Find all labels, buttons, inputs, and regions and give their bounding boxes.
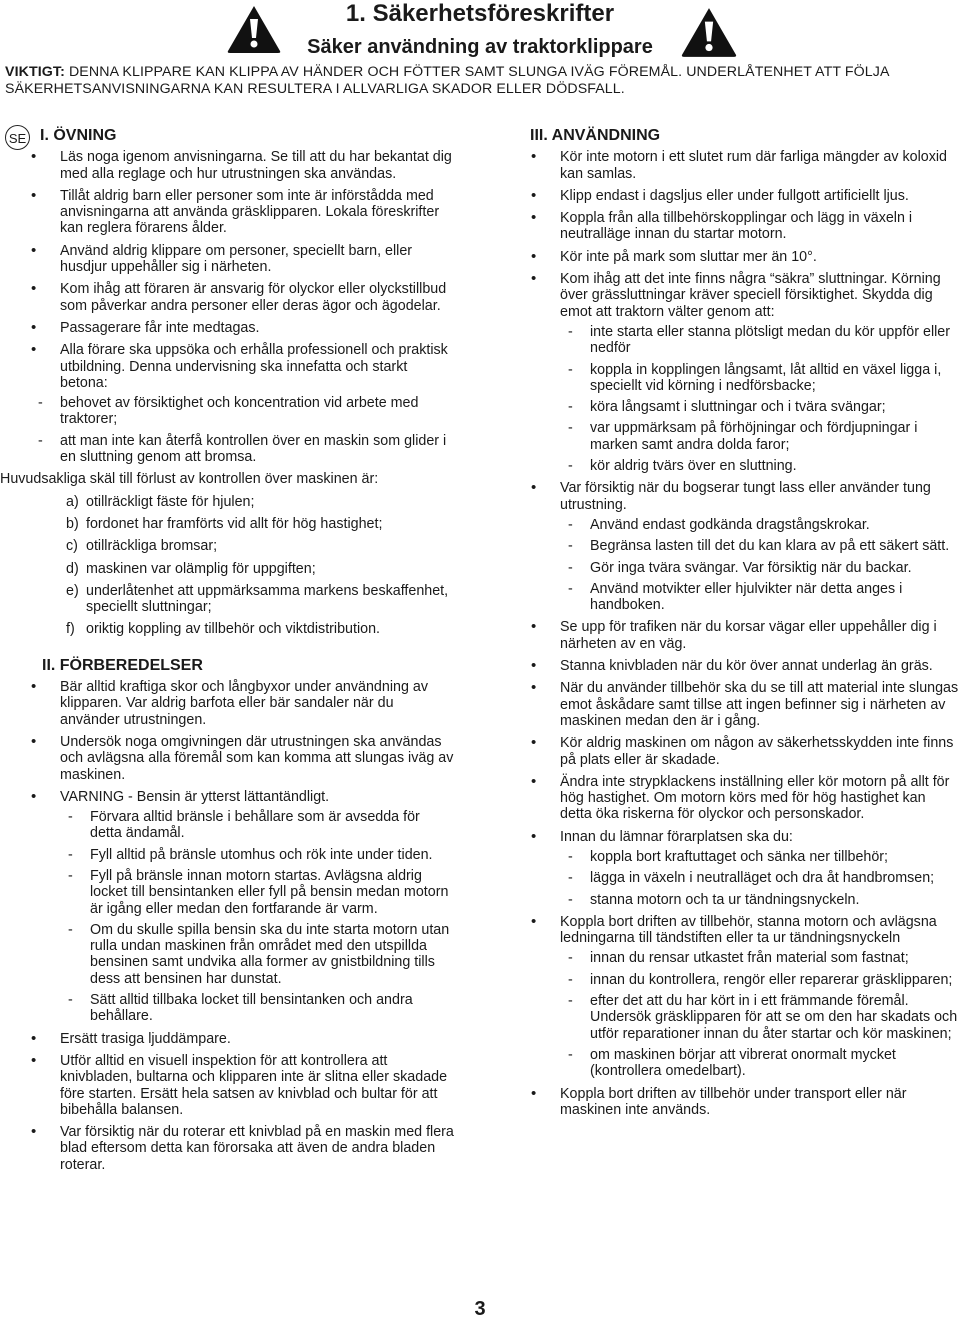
item-text: oriktig koppling av tillbehör och viktdistribution.	[86, 621, 381, 638]
sub-list-item: - koppla in kopplingen långsamt, låt alltid en växel ligga i, speciellt vid körning i nedförsbacke;	[560, 362, 960, 395]
list-item	[30, 561, 455, 577]
item-label: e)	[66, 582, 79, 599]
list-item-text: Kom ihåg att det inte finns några “säkra” sluttningar. Körning över grässluttningar kräver speciell försiktighet. Skydda dig emot att traktorn välter genom att:	[560, 271, 941, 320]
item-text: underlåtenhet att uppmärksamma markens beskaffenhet, speciellt sluttningar;	[86, 582, 449, 616]
list-item: • Bär alltid kraftiga skor och långbyxor under användning av klipparen. Var aldrig barfota eller bär sandaler när du använder utrustningen.	[30, 679, 455, 728]
list-item: • Använd aldrig klippare om personer, speciellt barn, eller husdjur uppehåller sig i närheten.	[30, 243, 455, 276]
item-label: b)	[66, 515, 79, 532]
sub-list-item: - Förvara alltid bränsle i behållare som är avsedda för detta ändamål.	[60, 809, 455, 842]
sub-list	[560, 950, 960, 1079]
list-item: • Koppla bort driften av tillbehör under transport eller när maskinen inte används.	[530, 1086, 960, 1119]
page-number: 3	[474, 1298, 486, 1320]
list-item	[30, 583, 455, 616]
list-item: • Klipp endast i dagsljus eller under fullgott artificiellt ljus.	[530, 188, 960, 204]
list-item-text: VARNING - Bensin är ytterst lättantändligt.	[60, 788, 330, 805]
list-item: • Läs noga igenom anvisningarna. Se till att du har bekantat dig med alla reglage och hur utrustningen ska användas.	[30, 149, 455, 182]
sub-list	[560, 849, 960, 908]
list-item	[530, 829, 960, 908]
page-title: 1. Säkerhetsföreskrifter	[345, 0, 615, 27]
list-item: • Undersök noga omgivningen där utrustningen ska användas och avlägsna alla föremål som kan komma att slungas iväg av maskinen.	[30, 734, 455, 783]
sub-list-item: - var uppmärksam på förhöjningar och fördjupningar i marken samt andra dolda faror;	[560, 420, 960, 453]
list-item-text: Koppla bort driften av tillbehör, stanna motorn och avlägsna ledningarna till tändstiften eller ta ur tändningsnyckeln	[560, 913, 937, 947]
sub-list-item: - Om du skulle spilla bensin ska du inte starta motorn utan rulla undan maskinen från området med den utspillda bensinen samt undvika alla former av gnistbildning tills dess att bensinen har dunstat.	[60, 922, 455, 987]
language-badge: SE	[5, 125, 30, 150]
sub-list-item: - Begränsa lasten till det du kan klara av på ett säkert sätt.	[560, 538, 960, 554]
sub-list-item: - innan du kontrollera, rengör eller reparerar gräsklipparen;	[560, 972, 960, 988]
sub-list-item: - Använd motvikter eller hjulvikter när detta anges i handboken.	[560, 581, 960, 614]
list-item: • Ersätt trasiga ljuddämpare.	[30, 1031, 455, 1047]
list-item	[30, 538, 455, 554]
sub-list-item: - att man inte kan återfå kontrollen över en maskin som glider i en sluttning genom att bromsa.	[30, 433, 455, 466]
list-item	[30, 342, 455, 465]
item-label: c)	[66, 538, 78, 555]
list-item: • Kom ihåg att föraren är ansvarig för olyckor eller olyckstillbud som påverkar andra personer eller deras ägor och ägodelar.	[30, 281, 455, 314]
sub-list-item: - inte starta eller stanna plötsligt medan du kör uppför eller nedför	[560, 324, 960, 357]
sub-list-item: - Gör inga tvära svängar. Var försiktig när du backar.	[560, 560, 960, 576]
list-item	[30, 789, 455, 1025]
warning-statement	[5, 64, 960, 98]
item-label: f)	[66, 621, 75, 638]
sub-list-item: - Fyll alltid på bränsle utomhus och rök inte under tiden.	[60, 847, 455, 863]
list-item: • Var försiktig när du roterar ett knivblad på en maskin med flera blad eftersom detta kan förorsaka att även de andra bladen roterar.	[30, 1124, 455, 1173]
warning-label: VIKTIGT:	[5, 64, 65, 80]
sub-list-item: - köra långsamt i sluttningar och i tvära svängar;	[560, 399, 960, 415]
list-item	[30, 494, 455, 510]
list-item: • Koppla från alla tillbehörskopplingar och lägg in växeln i neutralläge innan du startar motorn.	[530, 210, 960, 243]
sub-list	[560, 324, 960, 474]
item-text: fordonet har framförts vid allt för hög hastighet;	[86, 515, 383, 532]
sub-list-item: - lägga in växeln i neutralläget och dra åt handbromsen;	[560, 870, 960, 886]
item-text: otillräckliga bromsar;	[86, 538, 218, 555]
sub-list	[60, 809, 455, 1025]
list-item-text: Alla förare ska uppsöka och erhålla professionell och praktisk utbildning. Denna undervisning ska innefatta och starkt betona:	[60, 342, 448, 391]
list-item	[530, 271, 960, 474]
left-column	[0, 127, 455, 1179]
list-item: • Tillåt aldrig barn eller personer som inte är införstådda med anvisningarna att använda gräsklipparen. Lokala föreskrifter kan reglera förarens ålder.	[30, 188, 455, 237]
list-item: • Stanna knivbladen när du kör över annat underlag än gräs.	[530, 658, 960, 674]
sub-list-item: - stanna motorn och ta ur tändningsnyckeln.	[560, 892, 960, 908]
list-item: • Kör inte på mark som sluttar mer än 10°.	[530, 249, 960, 265]
list-item: • När du använder tillbehör ska du se till att material inte slungas emot åskådare samt tillse att ingen befinner sig i närheten av maskinen medan den är i gång.	[530, 680, 960, 729]
sub-list-item: - Fyll på bränsle innan motorn startas. Avlägsna aldrig locket till bensintanken eller fyll på bensin medan motorn är igång eller medan den fortfarande är varm.	[60, 868, 455, 917]
right-column	[530, 128, 960, 1124]
section-title-forberedelser: II. FÖRBEREDELSER	[42, 656, 203, 674]
list-item: • Se upp för trafiken när du korsar vägar eller uppehåller dig i närheten av en väg.	[530, 619, 960, 652]
list-item-text: Var försiktig när du bogserar tungt lass eller använder tung utrustning.	[560, 480, 931, 513]
anvandning-list	[530, 149, 960, 1118]
list-item	[530, 914, 960, 1080]
section-title-anvandning: III. ANVÄNDNING	[530, 127, 661, 144]
page-header	[0, 0, 960, 120]
sub-list-item: - innan du rensar utkastet från material som fastnat;	[560, 950, 960, 966]
list-item: • Utför alltid en visuell inspektion för att kontrollera att knivbladen, bultarna och klipparen inte är slitna eller skadade före starten. Ersätt hela satsen av knivblad och bultar för att bibehålla balansen.	[30, 1053, 455, 1118]
list-item: • Kör aldrig maskinen om någon av säkerhetsskydden inte finns på plats eller är skadade.	[530, 735, 960, 768]
item-label: d)	[66, 560, 79, 577]
warning-body: DENNA KLIPPARE KAN KLIPPA AV HÄNDER OCH FÖTTER SAMT SLUNGA IVÄG FÖREMÅL. UNDERLÅTENHET ATT FÖLJA SÄKERHETSANVISNINGARNA KAN RESULTERA I ALLVARLIGA SKADOR ELLER DÖDSFALL.	[5, 64, 889, 97]
warning-triangle-icon	[680, 6, 738, 58]
reasons-list	[30, 494, 455, 638]
sub-list-item: - koppla bort kraftuttaget och sänka ner tillbehör;	[560, 849, 960, 865]
ovning-list	[30, 149, 455, 465]
list-item: • Ändra inte strypklackens inställning eller kör motorn på allt för hög hastighet. Om motorn körs med för hög hastighet kan detta öka riskerna för olyckor och personskador.	[530, 774, 960, 823]
sub-list-item: - om maskinen börjar att vibrerat onormalt mycket (kontrollera omedelbart).	[560, 1047, 960, 1080]
list-item: • Passagerare får inte medtagas.	[30, 320, 455, 336]
list-item	[30, 621, 455, 637]
sub-list-item: - behovet av försiktighet och koncentration vid arbete med traktorer;	[30, 395, 455, 428]
loss-of-control-intro: Huvudsakliga skäl till förlust av kontrollen över maskinen är:	[0, 471, 379, 488]
list-item: • Kör inte motorn i ett slutet rum där farliga mängder av koloxid kan samlas.	[530, 149, 960, 182]
page-subtitle: Säker användning av traktorklippare	[307, 36, 653, 58]
section-title-ovning: I. ÖVNING	[40, 127, 117, 144]
item-label: a)	[66, 493, 79, 510]
sub-list-item: - efter det att du har kört in i ett främmande föremål. Undersök gräsklipparen för att se om den har skadats och utför reparationer innan du åter startar och kör maskinen;	[560, 993, 960, 1042]
item-text: otillräckligt fäste för hjulen;	[86, 493, 255, 510]
sub-list	[30, 395, 455, 465]
sub-list	[560, 517, 960, 613]
list-item	[530, 480, 960, 613]
item-text: maskinen var olämplig för uppgiften;	[86, 560, 316, 577]
list-item	[30, 516, 455, 532]
sub-list-item: - Sätt alltid tillbaka locket till bensintanken och andra behållare.	[60, 992, 455, 1025]
sub-list-item: - Använd endast godkända dragstångskrokar.	[560, 517, 960, 533]
sub-list-item: - kör aldrig tvärs över en sluttning.	[560, 458, 960, 474]
list-item-text: Innan du lämnar förarplatsen ska du:	[560, 828, 793, 845]
forberedelser-list	[30, 679, 455, 1173]
